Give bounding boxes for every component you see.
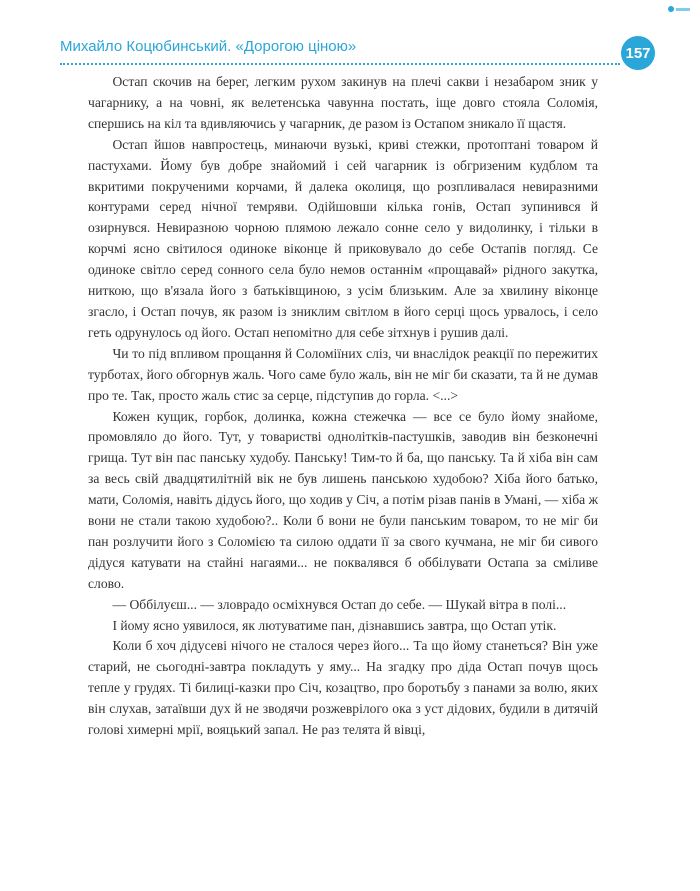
paragraph: Коли б хоч дідусеві нічого не сталося через його... Та що йому станеться? Він уже старий, не сьогодні-завтра покладуть у яму... На згадку про діда Остап почув щось тепле у грудях. Ті билиці-казки про Січ, козацтво, про боротьбу з панами за волю, яких він слухав, затаївши дух й не зводячи розжеврілого ока з уст дідових, будили в дитячій голові химерні мрії, вояцький запал. Не раз телята й вівці, — [88, 638, 598, 738]
page-number-badge: 157 — [621, 36, 655, 70]
header-title: Михайло Коцюбинський. «Дорогою ціною» — [60, 38, 357, 55]
paragraph: Остап скочив на берег, легким рухом закинув на плечі сакви і незабаром зник у чагарнику, а на човні, як велетенська чавунна постать, іще довго стояла Соломія, спершись на кіл та вдивляючись у чагарник, де разом із Остапом зникало її щастя. — [88, 74, 598, 131]
paragraph: Остап йшов навпростець, минаючи вузькі, криві стежки, протоптані товаром й пастухами. Йому був добре знайомий і сей чагарник із обгризеним кудблом та вкритими покрученими корчами, й далека околиця, що розпливалася невиразними контурами серед нічної темряви. Одійшовши кілька гонів, Остап зупинився й озирнувся. Невиразною чорною плямою лежало сонне село у видолинку, і тільки в корчмі ясно світилося одинокe віконце й приковувало до себе Остапів погляд. Се одинокe світло серед сонного села було немов останнім «прощавай» рідного закутка, ниткою, що в'язала його з батьківщиною, з усім близьким. Але за хвилину віконце згасло, і Остап почув, як разом із зниклим світлом в його серці щось урвалось, і село геть одрунулось од його. Остап непомітно для себе зітхнув і рушив далі. — [88, 136, 598, 340]
paragraph: І йому ясно уявилося, як лютуватиме пан, дізнавшись завтра, що Остап утік. — [112, 617, 557, 633]
body-text — [88, 72, 598, 741]
header-divider — [60, 63, 620, 65]
paragraph: — Оббілуєш... — зловрадо осміхнувся Остап до себе. — Шукай вітра в полі... — [112, 596, 567, 612]
corner-logo-icon — [668, 4, 694, 14]
paragraph: Кожен кущик, горбок, долинка, кожна стежечка — все се було йому знайоме, промовляло до його. Тут, у товаристві однолітків-пастушків, заводив він безконечні грища. Тут він пас панську худобу. Панську! Тим-то й ба, що панську. Та й хіба він сам за весь свій двадцятилітній вік не був лишень панською худобою? Хіба його батько, мати, Соломія, навіть дідусь його, що ходив у Січ, а потім різав панів в Умані, — хіба ж вони не стали такою худобою?.. Коли б вони не були панським товаром, то не міг би пан розлучити його з Соломією та силою оддати її за свого кучмана, не міг би сивого дідуся катувати на стайні нагаями... не поквалявся б оббілувати Остапа за сміливе слово. — [88, 408, 598, 591]
paragraph: Чи то під впливом прощання й Соломіїних сліз, чи внаслідок реакції по пережитих турботах, його обгорнув жаль. Чого саме було жаль, він не міг би сказати, та й не думав про те. Так, просто жаль стис за серце, підступив до горла. <...> — [88, 345, 598, 403]
running-header — [60, 30, 620, 64]
